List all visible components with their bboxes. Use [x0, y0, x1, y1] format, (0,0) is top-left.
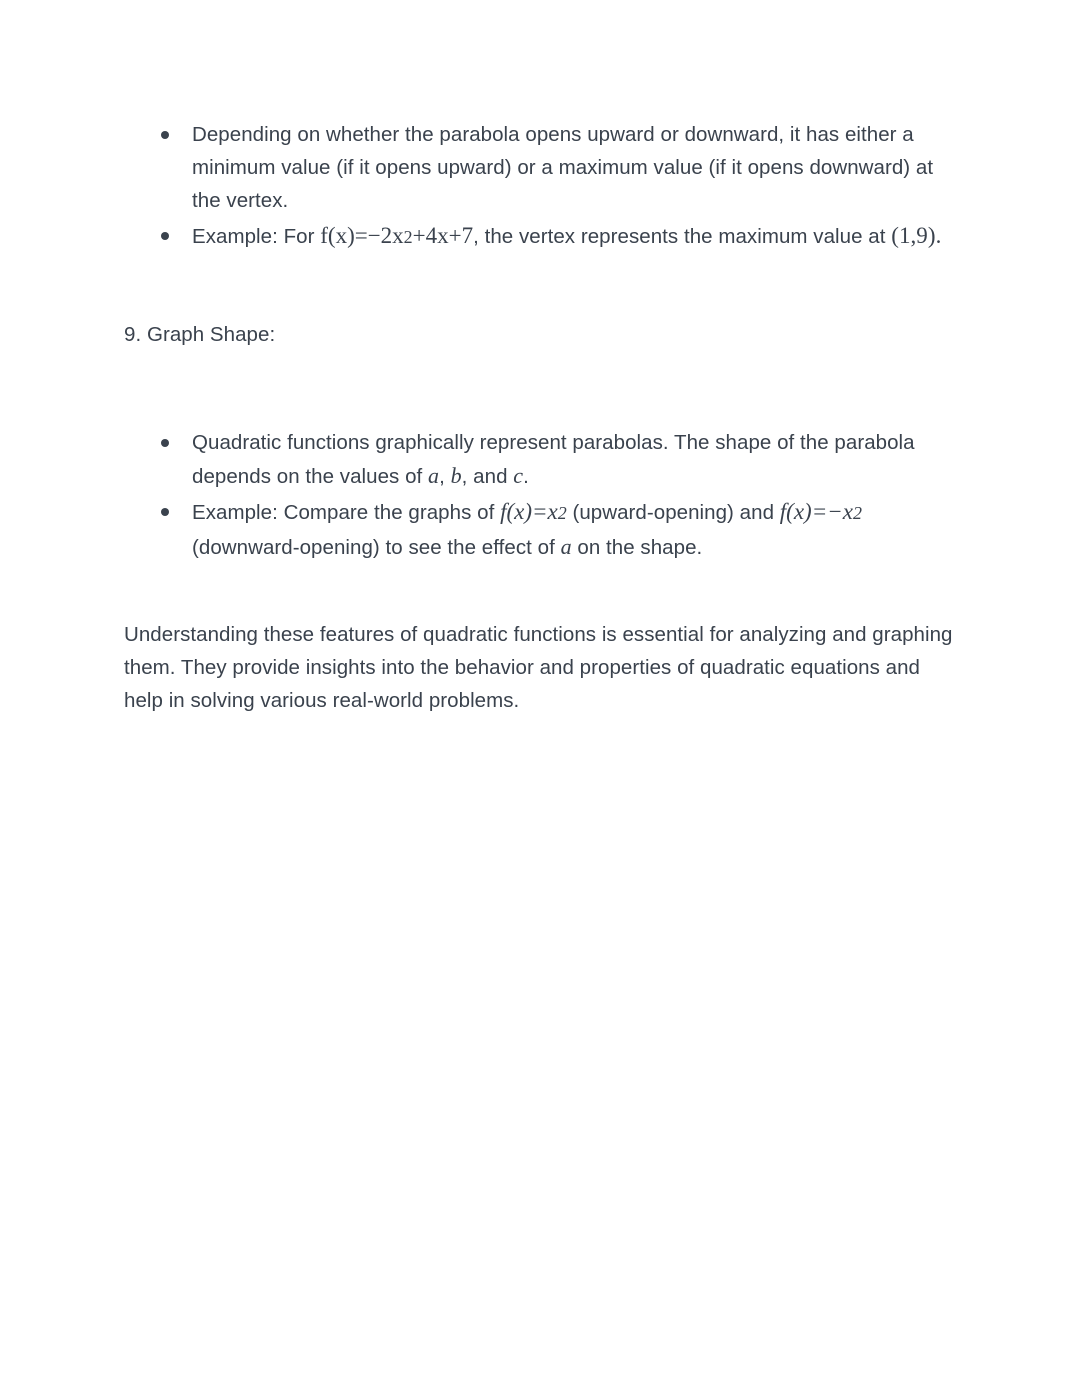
spacer	[124, 566, 960, 618]
bullet-point-icon	[161, 439, 169, 447]
formula-base: f(x)=−2x	[320, 223, 404, 248]
bullet-list-graph-shape	[124, 426, 960, 564]
spacer	[124, 351, 960, 426]
separator-1: ,	[439, 465, 451, 488]
bullet-point-icon	[161, 131, 169, 139]
bullet-example-compare-suffix: on the shape.	[571, 536, 703, 559]
formula-downward-parabola	[780, 499, 862, 524]
separator-2: , and	[461, 465, 514, 488]
bullet-parabola-shape-text-2: .	[523, 465, 529, 488]
bullet-parabola-shape-text-1: Quadratic functions graphically represent parabolas. The shape of the parabola depends on the values of	[192, 431, 915, 488]
formula-base: f(x)=−x	[779, 499, 853, 524]
formula-quadratic-downward	[320, 223, 473, 248]
bullet-list-vertex-values	[124, 118, 960, 254]
bullet-point-icon	[161, 232, 169, 240]
bullet-example-compare-middle-1: (upward-opening) and	[566, 501, 780, 524]
bullet-point-icon	[161, 508, 169, 516]
variable-a: a	[428, 463, 440, 488]
document-content	[124, 118, 960, 717]
formula-exponent: 2	[852, 503, 862, 523]
formula-upward-parabola	[500, 499, 567, 524]
vertex-coordinate: (1,9)	[891, 223, 936, 248]
spacer	[124, 256, 960, 318]
vertex-coordinate-period: .	[935, 223, 942, 248]
variable-c: c	[513, 463, 524, 488]
bullet-example-vertex-middle: , the vertex represents the maximum value at	[473, 225, 892, 248]
bullet-minmax-text: Depending on whether the parabola opens upward or downward, it has either a minimum value (if it opens upward) or a maximum value (if it opens downward) at the vertex.	[192, 123, 934, 212]
variable-a: a	[560, 534, 572, 559]
formula-exponent: 2	[557, 503, 567, 523]
list-item	[124, 219, 960, 254]
closing-paragraph: Understanding these features of quadratic functions is essential for analyzing and graphing them. They provide insights into the behavior and properties of quadratic equations and help in solving various real-world problems.	[124, 623, 953, 712]
list-item	[124, 426, 960, 493]
variable-b: b	[450, 463, 462, 488]
formula-base: f(x)=x	[500, 499, 558, 524]
list-item	[124, 495, 960, 564]
formula-exponent: 2	[403, 227, 413, 247]
bullet-example-compare-prefix: Example: Compare the graphs of	[192, 501, 501, 524]
list-item	[124, 118, 960, 217]
bullet-example-compare-middle-2: (downward-opening) to see the effect of	[192, 536, 561, 559]
section-heading-graph-shape: 9. Graph Shape:	[124, 323, 276, 346]
formula-tail: +4x+7	[412, 223, 474, 248]
bullet-example-vertex-prefix: Example: For	[192, 225, 321, 248]
